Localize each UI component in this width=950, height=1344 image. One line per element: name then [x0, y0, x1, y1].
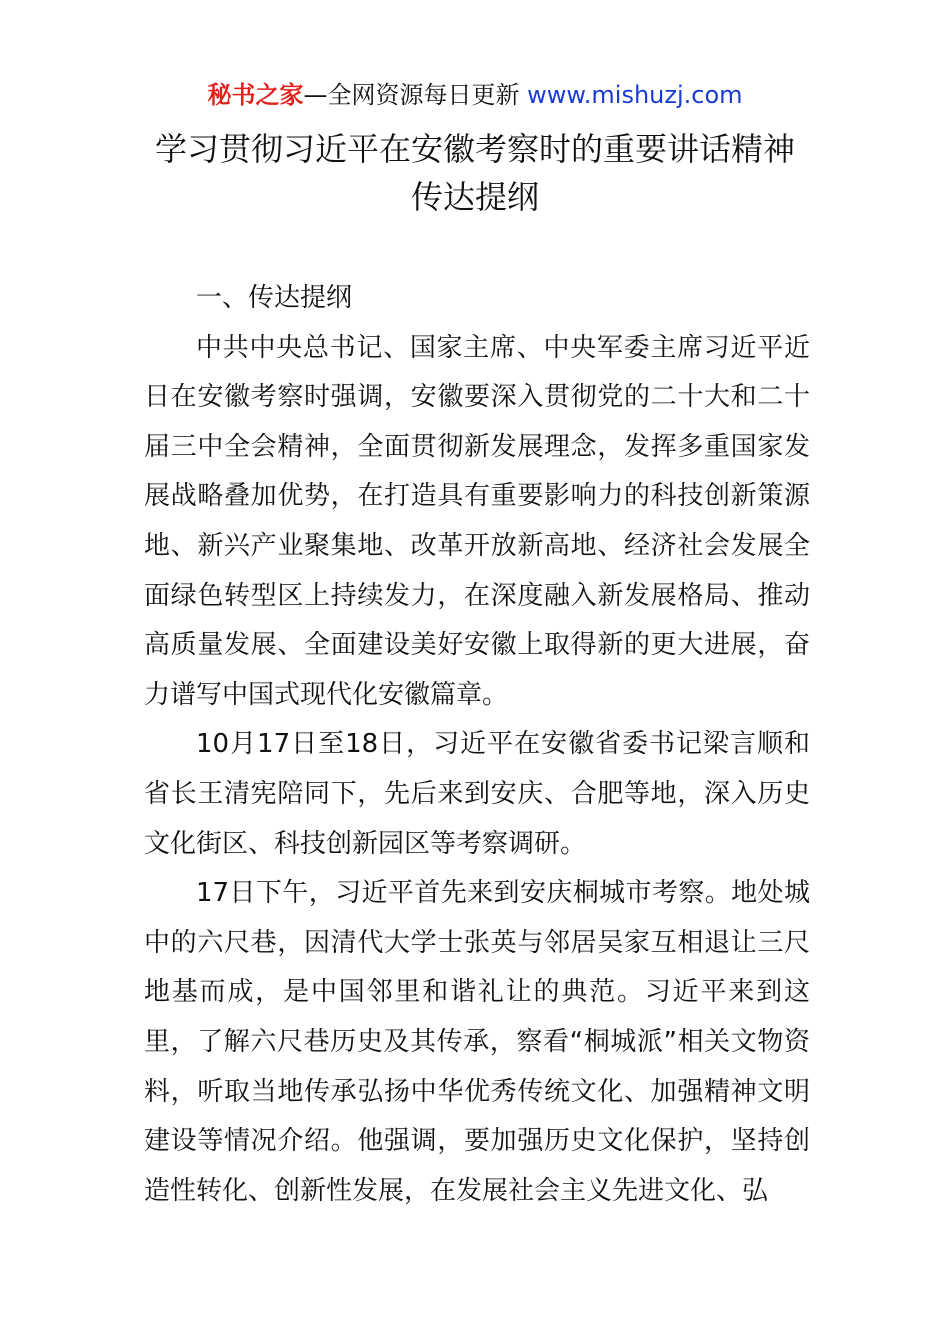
document-title-line-2: 传达提纲 [410, 178, 539, 216]
body-paragraph-1: 中共中央总书记、国家主席、中央军委主席习近平近日在安徽考察时强调，安徽要深入贯彻党的二十大和二十届三中全会精神，全面贯彻新发展理念，发挥多重国家发展战略叠加优势，在打造具有重要影响力的科技创新策源地、新兴产业聚集地、改革开放新高地、经济社会发展全面绿色转型区上持续发力，在深度融入新发展格局、推动高质量发展、全面建设美好安徽上取得新的更大进展，奋力谱写中国式现代化安徽篇章。 [144, 332, 810, 710]
site-url-link[interactable]: www.mishuzj.com [527, 81, 743, 109]
document-body [144, 274, 810, 1216]
header-tagline: —全网资源每日更新 [303, 81, 520, 109]
site-header [0, 78, 950, 112]
document-title-line-1: 学习贯彻习近平在安徽考察时的重要讲话精神 [154, 130, 795, 168]
body-paragraph-3: 17日下午，习近平首先来到安庆桐城市考察。地处城中的六尺巷，因清代大学士张英与邻居吴家互相退让三尺地基而成，是中国邻里和谐礼让的典范。习近平来到这里，了解六尺巷历史及其传承，察看“桐城派”相关文物资料，听取当地传承弘扬中华优秀传统文化、加强精神文明建设等情况介绍。他强调，要加强历史文化保护，坚持创造性转化、创新性发展，在发展社会主义先进文化、弘 [144, 878, 810, 1206]
body-paragraph-2: 10月17日至18日，习近平在安徽省委书记梁言顺和省长王清宪陪同下，先后来到安庆、合肥等地，深入历史文化街区、科技创新园区等考察调研。 [144, 729, 810, 859]
section-heading: 一、传达提纲 [196, 283, 353, 313]
brand-name: 秘书之家 [207, 81, 304, 109]
